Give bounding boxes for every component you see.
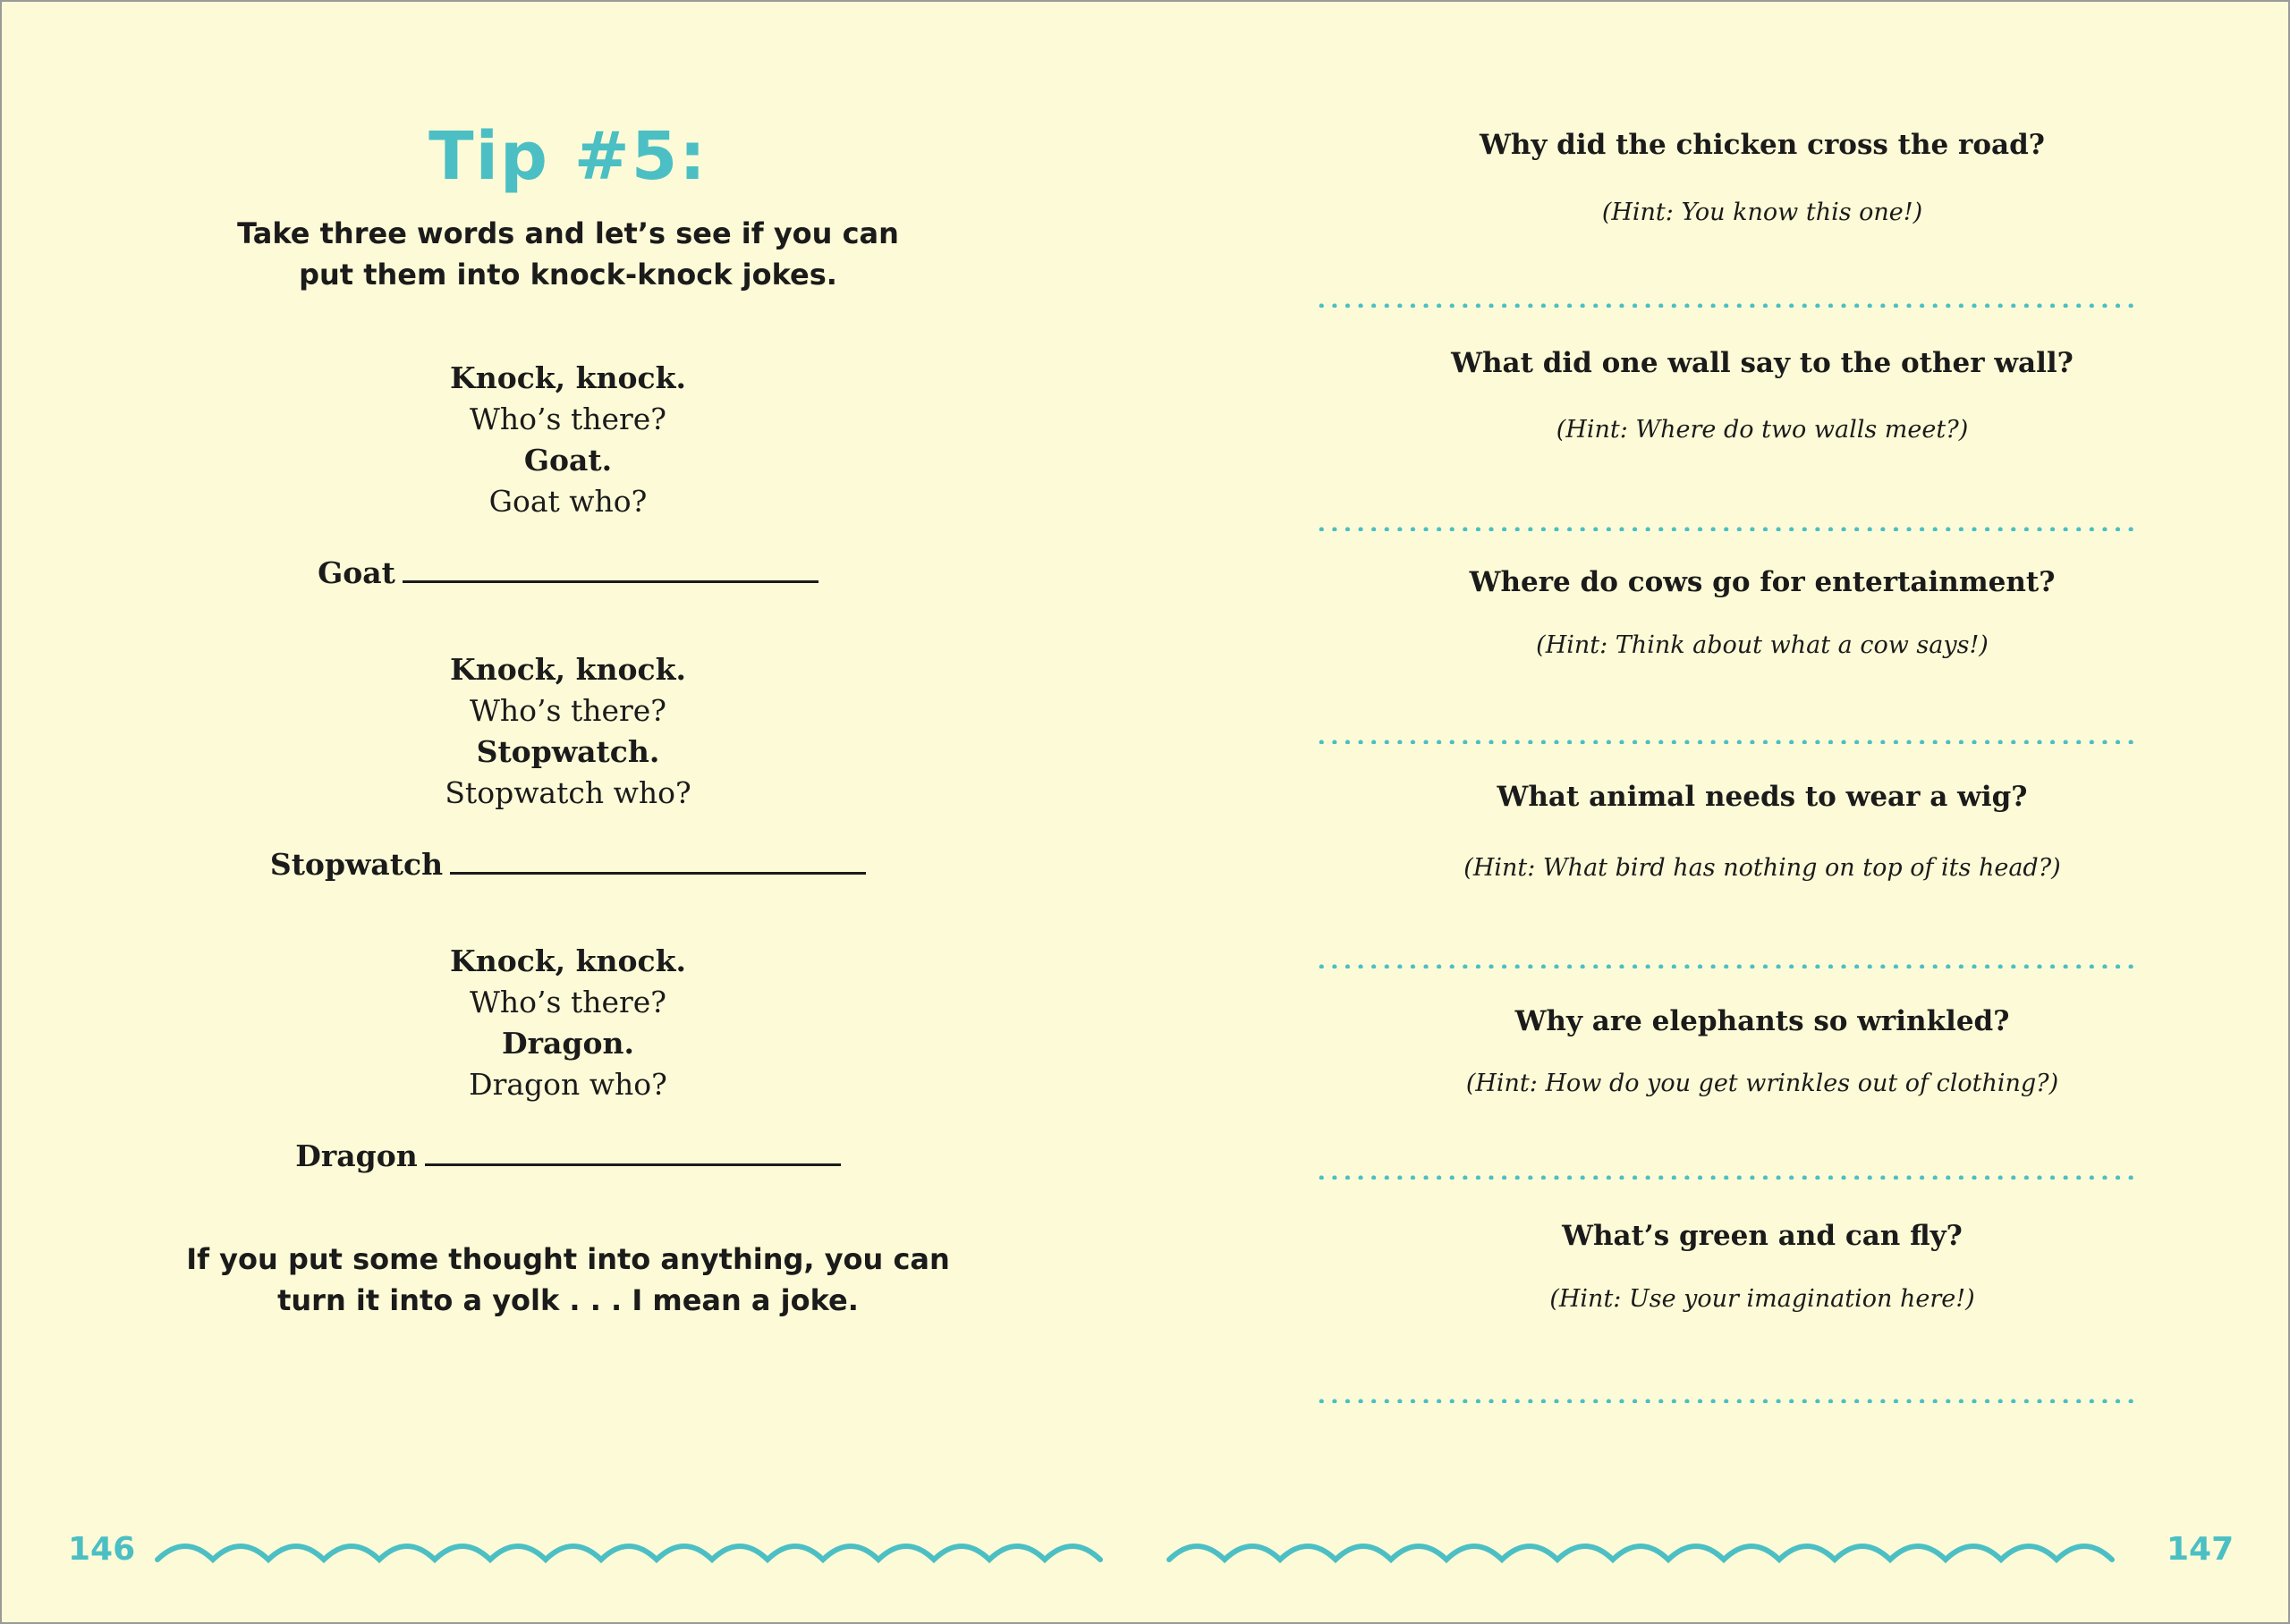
fill-in-stopwatch — [0, 844, 1136, 885]
fill-in-dragon — [0, 1136, 1136, 1177]
answer-dotted-line-1[interactable] — [1315, 303, 2138, 308]
tip-title: Tip #5: — [428, 118, 708, 195]
wave-decoration-right — [1166, 1536, 2136, 1572]
hint-1: (Hint: You know this one!) — [1601, 199, 1923, 226]
outro-text — [0, 1239, 1136, 1321]
page-number-right: 147 — [2167, 1531, 2235, 1568]
answer-dotted-line-3[interactable] — [1315, 740, 2138, 744]
joke-line: Knock, knock. — [450, 943, 686, 978]
joke-line: Goat who? — [488, 484, 648, 519]
answer-dotted-line-4[interactable] — [1315, 964, 2138, 968]
outro-line-1: If you put some thought into anything, you can — [186, 1242, 950, 1276]
answer-blank[interactable] — [450, 845, 866, 875]
outro-line-2: turn it into a yolk . . . I mean a joke. — [277, 1283, 859, 1317]
question-4: What animal needs to wear a wig? — [1497, 781, 2028, 813]
joke-goat — [0, 358, 1136, 522]
answer-blank[interactable] — [425, 1137, 841, 1166]
joke-line: Who’s there? — [470, 693, 666, 728]
question-1: Why did the chicken cross the road? — [1480, 129, 2045, 161]
right-page — [1154, 0, 2290, 1624]
joke-line: Knock, knock. — [450, 652, 686, 687]
joke-line: Dragon who? — [469, 1067, 667, 1102]
joke-stopwatch — [0, 649, 1136, 814]
answer-dotted-line-2[interactable] — [1315, 527, 2138, 531]
question-6: What’s green and can fly? — [1562, 1220, 1963, 1252]
hint-6: (Hint: Use your imagination here!) — [1549, 1285, 1975, 1313]
question-5: Why are elephants so wrinkled? — [1514, 1005, 2010, 1037]
joke-line: Stopwatch who? — [445, 775, 691, 810]
hint-4: (Hint: What bird has nothing on top of its head?) — [1463, 854, 2061, 882]
joke-line: Who’s there? — [470, 402, 666, 436]
joke-dragon — [0, 941, 1136, 1105]
joke-line: Goat. — [523, 443, 613, 478]
answer-dotted-line-6[interactable] — [1315, 1399, 2138, 1403]
wave-decoration-left — [154, 1536, 1111, 1572]
question-3: Where do cows go for entertainment? — [1469, 566, 2056, 598]
joke-line: Stopwatch. — [476, 734, 660, 769]
page-number-left: 146 — [68, 1531, 136, 1568]
joke-line: Knock, knock. — [450, 360, 686, 395]
fill-in-goat — [0, 553, 1136, 594]
fill-in-label: Dragon — [295, 1138, 418, 1173]
joke-line: Dragon. — [502, 1026, 634, 1061]
fill-in-label: Goat — [318, 555, 395, 590]
hint-2: (Hint: Where do two walls meet?) — [1556, 416, 1969, 444]
hint-3: (Hint: Think about what a cow says!) — [1536, 631, 1989, 659]
intro-line-2: put them into knock-knock jokes. — [299, 258, 837, 292]
joke-line: Who’s there? — [470, 985, 666, 1019]
answer-blank[interactable] — [403, 554, 818, 583]
left-page — [0, 0, 1136, 1624]
intro-line-1: Take three words and let’s see if you can — [237, 216, 899, 250]
answer-dotted-line-5[interactable] — [1315, 1175, 2138, 1180]
question-2: What did one wall say to the other wall? — [1451, 347, 2074, 379]
hint-5: (Hint: How do you get wrinkles out of clothing?) — [1465, 1070, 2059, 1097]
fill-in-label: Stopwatch — [269, 847, 444, 882]
intro-text — [0, 213, 1136, 295]
